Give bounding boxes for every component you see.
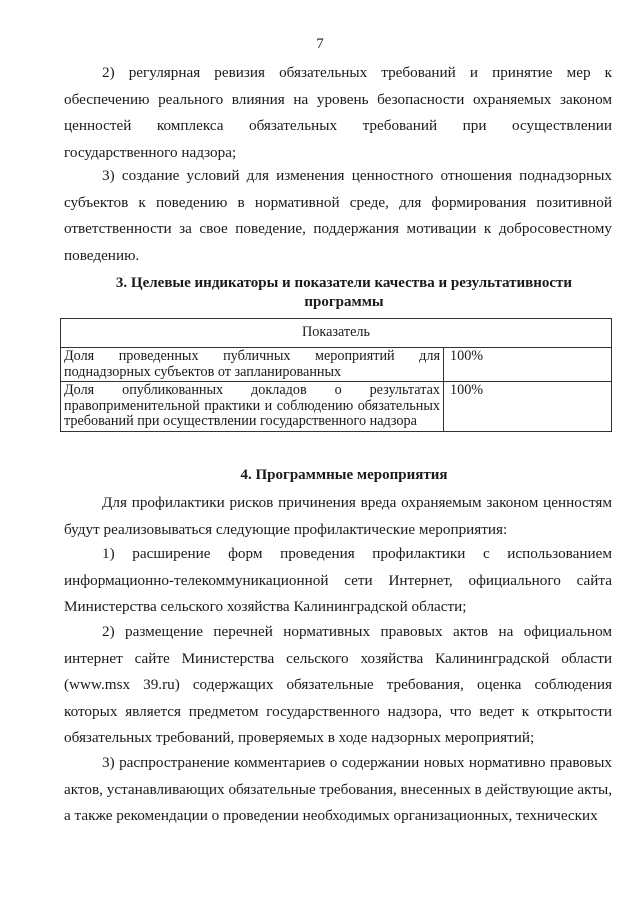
paragraph-item-3: 3) создание условий для изменения ценностного отношения поднадзорных субъектов к поведению в нормативной среде, для формирования позитивной ответственности за свое поведение, поддержания мотивации к добросовестному поведению. bbox=[64, 167, 612, 264]
section-3-heading bbox=[64, 274, 624, 312]
measure-item-2: 2) размещение перечней нормативных правовых актов на официальном интернет сайте Министерства сельского хозяйства Калининградской области (www.msx 39.ru) содержащих обязательные требования, оценка соблюдения которых является предметом государственного надзора, что ведет к открытости обязательных требований, проверяемых в ходе надзорных мероприятий; bbox=[64, 623, 612, 746]
indicators-table bbox=[60, 318, 612, 432]
table-cell-indicator-name: Доля опубликованных докладов о результатах правоприменительной практики и соблюдению обязательных требований при осуществлении государственного надзора bbox=[61, 382, 444, 432]
paragraph-item-2: 2) регулярная ревизия обязательных требований и принятие мер к обеспечению реального влияния на уровень безопасности охраняемых законом ценностей комплекса обязательных требований при осуществлении государственного надзора; bbox=[64, 64, 612, 161]
section-3-heading-line2: программы bbox=[304, 294, 384, 310]
table-row bbox=[61, 382, 612, 432]
section-4-heading: 4. Программные мероприятия bbox=[240, 467, 448, 483]
table-header-row bbox=[61, 319, 612, 348]
table-row bbox=[61, 348, 612, 382]
section-3-heading-line1: 3. Целевые индикаторы и показатели качества и результативности bbox=[115, 275, 573, 291]
measure-item-3: 3) распространение комментариев о содержании новых нормативно правовых актов, устанавливающих обязательные требования, внесенных в действующие акты, а также рекомендации о проведении необходимых организационных, технических bbox=[64, 754, 612, 824]
section-4-intro: Для профилактики рисков причинения вреда охраняемым законом ценностям будут реализовываться следующие профилактические мероприятия: bbox=[64, 494, 612, 538]
table-cell-indicator-value: 100% bbox=[444, 348, 612, 382]
table-cell-indicator-name: Доля проведенных публичных мероприятий для поднадзорных субъектов от запланированных bbox=[61, 348, 444, 382]
measure-item-1: 1) расширение форм проведения профилактики с использованием информационно-телекоммуникационной сети Интернет, официального сайта Министерства сельского хозяйства Калининградской области; bbox=[64, 545, 612, 615]
table-header-indicator: Показатель bbox=[61, 319, 612, 348]
table-cell-indicator-value: 100% bbox=[444, 382, 612, 432]
page-number: 7 bbox=[316, 36, 324, 52]
